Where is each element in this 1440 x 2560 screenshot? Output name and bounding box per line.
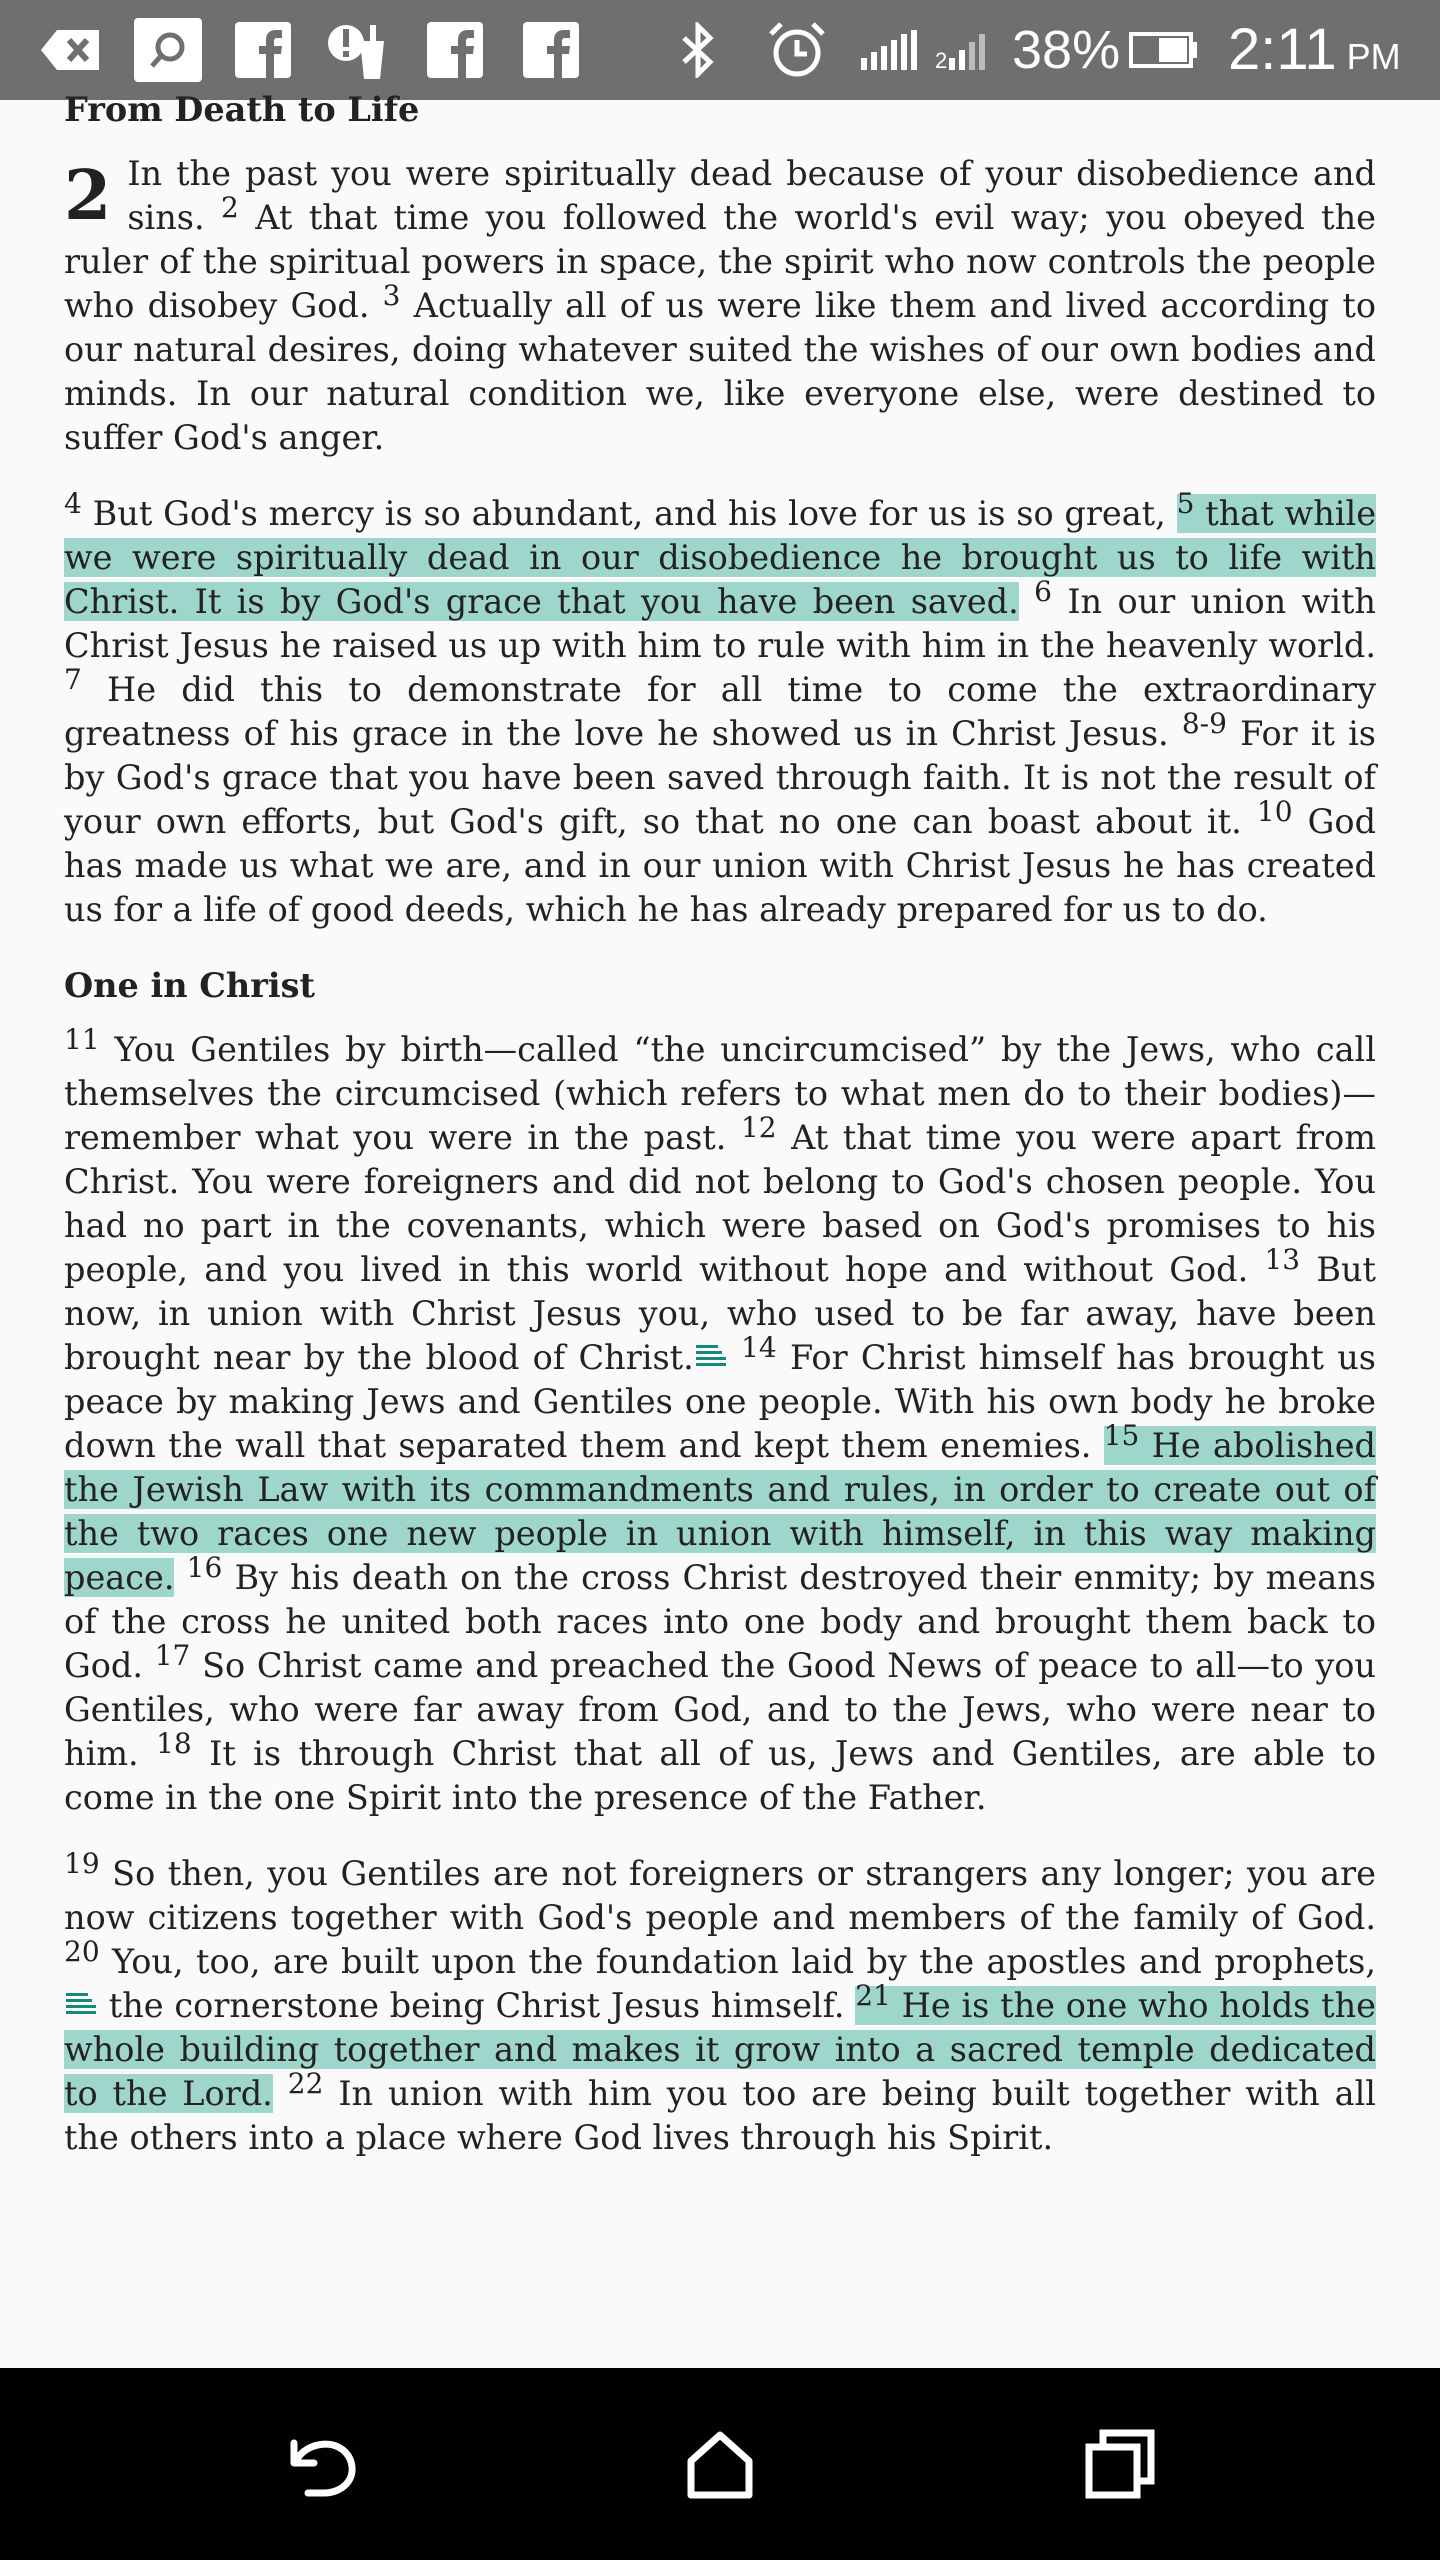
- verse-number: 7: [64, 663, 82, 696]
- verse-text[interactable]: But God's mercy is so abundant, and his love for us is so great,: [92, 494, 1166, 533]
- signal-icon: [860, 18, 918, 82]
- clock-ampm: PM: [1346, 36, 1401, 77]
- verse-text[interactable]: He is the one who holds the whole building together and makes it grow into a sacred temple dedicated to the Lord.: [64, 1986, 1376, 2113]
- back-button[interactable]: [260, 2424, 380, 2504]
- home-button[interactable]: [660, 2424, 780, 2504]
- verse-number: 6: [1034, 575, 1052, 608]
- verse-text[interactable]: In our union with Christ Jesus he raised us up with him to rule with him in the heavenly world.: [64, 582, 1376, 665]
- battery-icon: [1128, 18, 1200, 82]
- verse-number: 19: [64, 1847, 100, 1880]
- facebook-icon: [234, 18, 292, 82]
- navigation-bar: [0, 2368, 1440, 2560]
- verse-text[interactable]: In the past you were spiritually dead because of your disobedience and sins.: [127, 154, 1376, 237]
- close-tab-icon: [38, 18, 102, 82]
- verse-text[interactable]: By his death on the cross Christ destroyed their enmity; by means of the cross he united both races into one body and brought them back to God.: [64, 1558, 1376, 1685]
- svg-text:2: 2: [935, 48, 948, 70]
- recents-button[interactable]: [1060, 2424, 1180, 2504]
- section-heading: From Death to Life: [64, 90, 420, 129]
- verse-number: 5: [1176, 487, 1195, 520]
- section-heading: One in Christ: [64, 966, 315, 1005]
- verse-number: 18: [156, 1727, 192, 1760]
- clock-time: 2:11: [1228, 17, 1337, 82]
- verse-number: 11: [64, 1023, 100, 1056]
- verse-text[interactable]: You, too, are built upon the foundation laid by the apostles and prophets,: [112, 1942, 1376, 1981]
- verse-text[interactable]: He did this to demonstrate for all time to come the extraordinary greatness of his grace in the love he showed us in Christ Jesus.: [64, 670, 1376, 753]
- verse-text[interactable]: For Christ himself has brought us peace by making Jews and Gentiles one people. With his own body he broke down the wall that separated them and kept them enemies.: [64, 1338, 1376, 1465]
- verse-number: 16: [186, 1551, 223, 1584]
- verse-text[interactable]: You Gentiles by birth—called “the uncircumcised” by the Jews, who call themselves the circumcised (which refers to what men do to their bodies)—remember what you were in the past.: [64, 1030, 1376, 1157]
- verse-number: 8-9: [1181, 707, 1227, 740]
- verse-number: 3: [382, 279, 401, 312]
- battery-percent: 38%: [1012, 20, 1121, 80]
- verse-number: 20: [64, 1935, 100, 1968]
- facebook-icon: [426, 18, 484, 82]
- verse-text[interactable]: So then, you Gentiles are not foreigners or strangers any longer; you are now citizens together with God's people and members of the family of God.: [64, 1854, 1376, 1937]
- bluetooth-icon: [676, 18, 720, 82]
- verse-number: 14: [741, 1331, 777, 1364]
- verse-text[interactable]: In union with him you too are being built together with all the others into a place where God lives through his Spirit.: [64, 2074, 1377, 2157]
- verse-text[interactable]: God has made us what we are, and in our union with Christ Jesus he has created us for a life of good deeds, which he has already prepared for us to do.: [64, 802, 1377, 929]
- recents-icon: [1085, 2429, 1155, 2499]
- verse-number: 17: [154, 1639, 191, 1672]
- verse-number: 21: [855, 1979, 891, 2012]
- verse-text[interactable]: So Christ came and preached the Good News of peace to all—to you Gentiles, who were far away from God, and to the Jews, who were near to him.: [64, 1646, 1376, 1773]
- verse-text[interactable]: At that time you followed the world's evil way; you obeyed the ruler of the spiritual powers in space, the spirit who now controls the people who disobey God.: [64, 198, 1376, 325]
- alert-cleaner-icon: [326, 18, 388, 82]
- verse-text[interactable]: It is through Christ that all of us, Jews and Gentiles, are able to come in the one Spirit into the presence of the Father.: [64, 1734, 1376, 1817]
- facebook-icon: [522, 18, 580, 82]
- verse-text[interactable]: that while we were spiritually dead in our disobedience he brought us to life with Christ. It is by God's grace that you have been saved.: [64, 494, 1377, 621]
- home-icon: [685, 2429, 755, 2499]
- verse-text[interactable]: the cornerstone being Christ Jesus himself.: [108, 1986, 845, 2025]
- note-icon[interactable]: [696, 1345, 726, 1367]
- verse-number: 15: [1103, 1419, 1140, 1452]
- verse-text[interactable]: But now, in union with Christ Jesus you, who used to be far away, have been brought near by the blood of Christ.: [64, 1250, 1376, 1377]
- verse-text[interactable]: Actually all of us were like them and lived according to our natural desires, doing whatever suited the wishes of our own bodies and minds. In our natural condition we, like everyone else, were destined to suffer God's anger.: [64, 286, 1377, 457]
- chapter-content: [64, 80, 1376, 2192]
- note-icon[interactable]: [66, 1993, 96, 2015]
- verse-number: 13: [1264, 1243, 1301, 1276]
- paragraph: [64, 487, 1377, 932]
- verse-number: 22: [287, 2067, 324, 2100]
- verse-number: 4: [64, 487, 82, 520]
- verse-number: 2: [221, 191, 239, 224]
- verse-text[interactable]: For it is by God's grace that you have been saved through faith. It is not the result of your own efforts, but God's gift, so that no one can boast about it.: [64, 714, 1376, 841]
- search-app-icon: [134, 18, 202, 82]
- paragraph: [64, 1023, 1376, 1820]
- paragraph: [64, 152, 1376, 460]
- signal-icon: [934, 18, 992, 82]
- paragraph: [64, 1847, 1377, 2160]
- chapter-number: 2: [64, 156, 112, 236]
- verse-text[interactable]: He abolished the Jewish Law with its commandments and rules, in order to create out of the two races one new people in union with himself, in this way making peace.: [64, 1426, 1376, 1597]
- verse-text[interactable]: At that time you were apart from Christ. You were foreigners and did not belong to God's chosen people. You had no part in the covenants, which were based on God's promises to his people, and you lived in this world without hope and without God.: [64, 1118, 1376, 1289]
- alarm-icon: [766, 18, 828, 82]
- verse-number: 12: [740, 1111, 777, 1144]
- back-icon: [280, 2429, 360, 2499]
- verse-number: 10: [1256, 795, 1293, 828]
